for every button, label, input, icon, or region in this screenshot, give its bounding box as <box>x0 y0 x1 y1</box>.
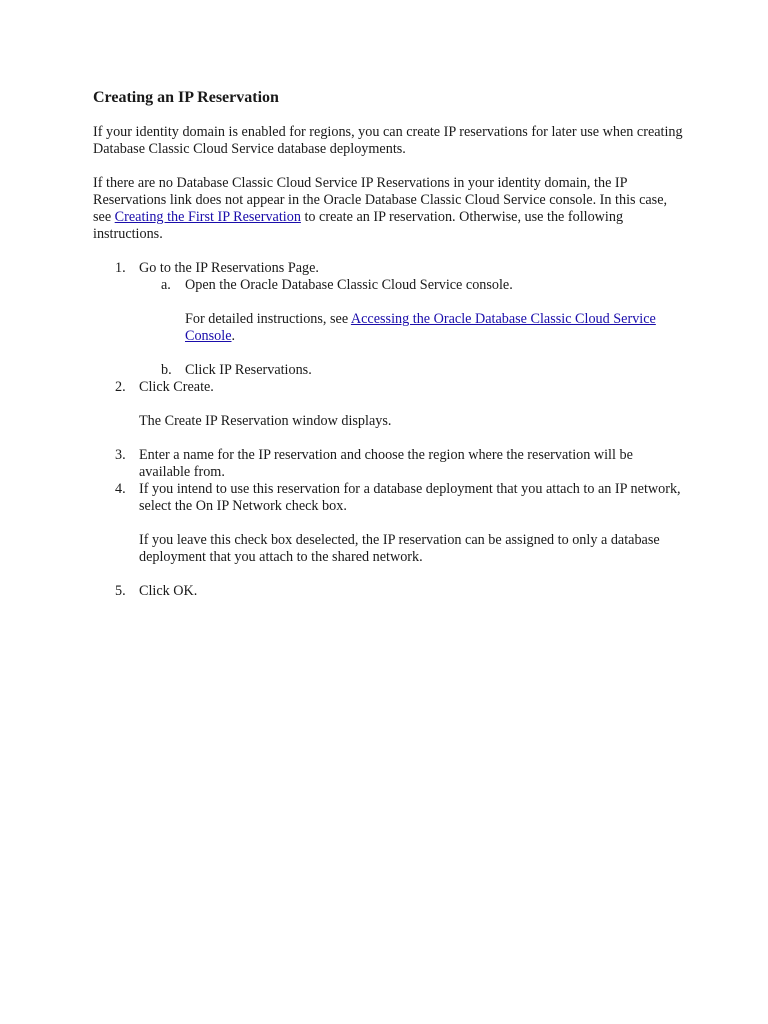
page-title: Creating an IP Reservation <box>93 89 279 106</box>
list-item <box>93 260 683 379</box>
step-number: 3. <box>115 447 126 463</box>
list-item <box>93 379 683 447</box>
list-item <box>93 447 683 481</box>
document-body <box>93 88 683 600</box>
step-number: 4. <box>115 481 126 497</box>
step-note: The Create IP Reservation window displays. <box>139 413 392 429</box>
step-number: 2. <box>115 379 126 395</box>
substep-note <box>185 311 683 345</box>
step-number: 5. <box>115 583 126 599</box>
substep-item <box>139 362 683 379</box>
substep-letter: b. <box>161 362 172 378</box>
step-text: Enter a name for the IP reservation and choose the region where the reservation will be available from. <box>139 447 633 480</box>
list-item <box>93 583 683 600</box>
no-reservations-paragraph <box>93 175 683 243</box>
substep-item <box>139 277 683 362</box>
creating-first-ip-reservation-link[interactable]: Creating the First IP Reservation <box>114 209 301 225</box>
note-text: For detailed instructions, see <box>185 311 351 327</box>
list-item <box>93 481 683 583</box>
paragraph-text: to create an IP reservation. Otherwise, use the following instructions. <box>93 209 624 242</box>
step-note: If you leave this check box deselected, the IP reservation can be assigned to only a database deployment that you attach to the shared network. <box>139 532 660 565</box>
steps-list <box>93 260 683 600</box>
substep-letter: a. <box>161 277 171 293</box>
substep-text: Click IP Reservations. <box>185 362 312 378</box>
step-number: 1. <box>115 260 126 276</box>
step-text: Go to the IP Reservations Page. <box>139 260 319 276</box>
step-text: Click OK. <box>139 583 198 599</box>
intro-paragraph: If your identity domain is enabled for regions, you can create IP reservations for later use when creating Database Classic Cloud Service database deployments. <box>93 124 683 157</box>
step-text: Click Create. <box>139 379 214 395</box>
note-text: . <box>231 328 236 344</box>
step-text: If you intend to use this reservation for a database deployment that you attach to an IP network, select the On IP Network check box. <box>139 481 681 514</box>
paragraph-text: If there are no Database Classic Cloud Service IP Reservations in your identity domain, the IP Reservations link does not appear in the Oracle Database Classic Cloud Service console. In this case, see <box>93 175 668 225</box>
substep-text: Open the Oracle Database Classic Cloud Service console. <box>185 277 513 293</box>
accessing-console-link[interactable]: Accessing the Oracle Database Classic Cloud Service Console <box>185 311 656 344</box>
